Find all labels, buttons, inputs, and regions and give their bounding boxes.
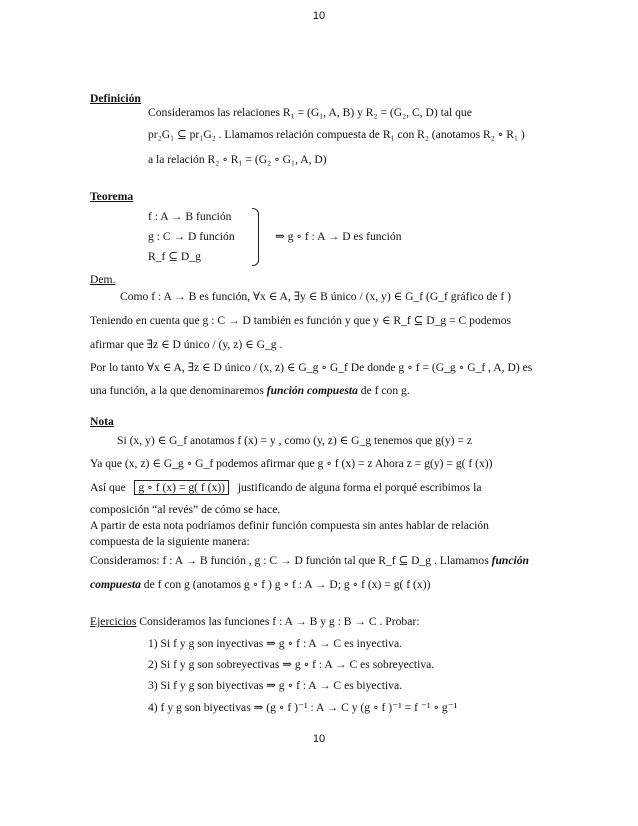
nota-line-5: A partir de esta nota podríamos definir función compuesta sin antes hablar de relación <box>90 519 489 532</box>
teorema-conclusion: ⇒ g ∘ f : A → D es función <box>275 230 402 243</box>
nota-term-funcion: función <box>491 554 529 567</box>
page-number-bottom: 10 <box>312 733 326 745</box>
dem-line-5 <box>90 384 410 398</box>
nota-line-7 <box>90 554 529 568</box>
dem-heading: Dem. <box>90 273 116 286</box>
nota-line-3-suffix: justificando de alguna forma el porqué escribimos la <box>237 481 482 494</box>
nota-line-8 <box>90 578 430 592</box>
nota-line-4: composición “al revés” de cómo se hace. <box>90 503 281 516</box>
page-number-top: 10 <box>312 10 326 22</box>
nota-heading: Nota <box>90 415 114 428</box>
dem-line-3: afirmar que ∃z ∈ D único / (y, z) ∈ G_g . <box>90 338 283 351</box>
nota-line-8-suffix: de f con g (anotamos g ∘ f ) g ∘ f : A → D; g ∘ f (x) = g( f (x)) <box>140 578 431 591</box>
nota-boxed-formula: g ∘ f (x) = g( f (x)) <box>134 480 229 495</box>
teorema-heading: Teorema <box>90 190 134 203</box>
teorema-hypothesis-2: g : C → D función <box>148 230 235 243</box>
ejercicio-item-4: 4) f y g son biyectivas ⇒ (g ∘ f )⁻¹ : A → C y (g ∘ f )⁻¹ = f ⁻¹ ∘ g⁻¹ <box>148 701 458 714</box>
definicion-line-3: a la relación R₂ ∘ R₁ = (G₂ ∘ G₁, A, D) <box>148 153 327 166</box>
nota-line-2: Ya que (x, z) ∈ G_g ∘ G_f podemos afirmar que g ∘ f (x) = z Ahora z = g(y) = g( f (x)) <box>90 457 493 470</box>
dem-line-5-prefix: una función, a la que denominaremos <box>90 384 267 397</box>
nota-line-7-prefix: Consideramos: f : A → B función , g : C → D función tal que R_f ⊆ D_g . Llamamos <box>90 554 492 567</box>
ejercicios-intro-text: Consideramos las funciones f : A → B y g : B → C . Probar: <box>136 615 420 628</box>
teorema-brace <box>252 208 259 266</box>
teorema-hypothesis-1: f : A → B función <box>148 210 232 223</box>
teorema-hypothesis-3: R_f ⊆ D_g <box>148 250 201 263</box>
nota-line-3 <box>90 481 481 495</box>
ejercicio-item-1: 1) Si f y g son inyectivas ⇒ g ∘ f : A → C es inyectiva. <box>148 637 403 650</box>
dem-line-1: Como f : A → B es función, ∀x ∈ A, ∃y ∈ B único / (x, y) ∈ G_f (G_f gráfico de f ) <box>120 290 511 303</box>
nota-term-compuesta: compuesta <box>90 578 141 591</box>
nota-line-1: Si (x, y) ∈ G_f anotamos f (x) = y , como (y, z) ∈ G_g tenemos que g(y) = z <box>117 434 473 447</box>
nota-line-3-prefix: Así que <box>90 481 126 494</box>
dem-term-funcion-compuesta: función compuesta <box>266 384 358 397</box>
definicion-line-1: Consideramos las relaciones R₁ = (G₁, A, B) y R₂ = (G₂, C, D) tal que <box>148 106 472 119</box>
definicion-line-2: pr₂G₁ ⊆ pr₁G₂ . Llamamos relación compuesta de R₁ con R₂ (anotamos R₂ ∘ R₁ ) <box>148 128 525 141</box>
dem-line-5-suffix: de f con g. <box>357 384 410 397</box>
ejercicios-heading: Ejercicios <box>90 615 137 628</box>
ejercicio-item-3: 3) Si f y g son biyectivas ⇒ g ∘ f : A → C es biyectiva. <box>148 679 403 692</box>
definicion-heading: Definición <box>90 92 141 105</box>
dem-line-4: Por lo tanto ∀x ∈ A, ∃z ∈ D único / (x, z) ∈ G_g ∘ G_f De donde g ∘ f = (G_g ∘ G_f , A, D) es <box>90 361 533 374</box>
dem-line-2: Teniendo en cuenta que g : C → D también es función y que y ∈ R_f ⊆ D_g = C podemos <box>90 314 512 327</box>
ejercicios-intro <box>90 615 419 629</box>
ejercicio-item-2: 2) Si f y g son sobreyectivas ⇒ g ∘ f : A → C es sobreyectiva. <box>148 658 435 671</box>
nota-line-6: compuesta de la siguiente manera: <box>90 535 250 548</box>
